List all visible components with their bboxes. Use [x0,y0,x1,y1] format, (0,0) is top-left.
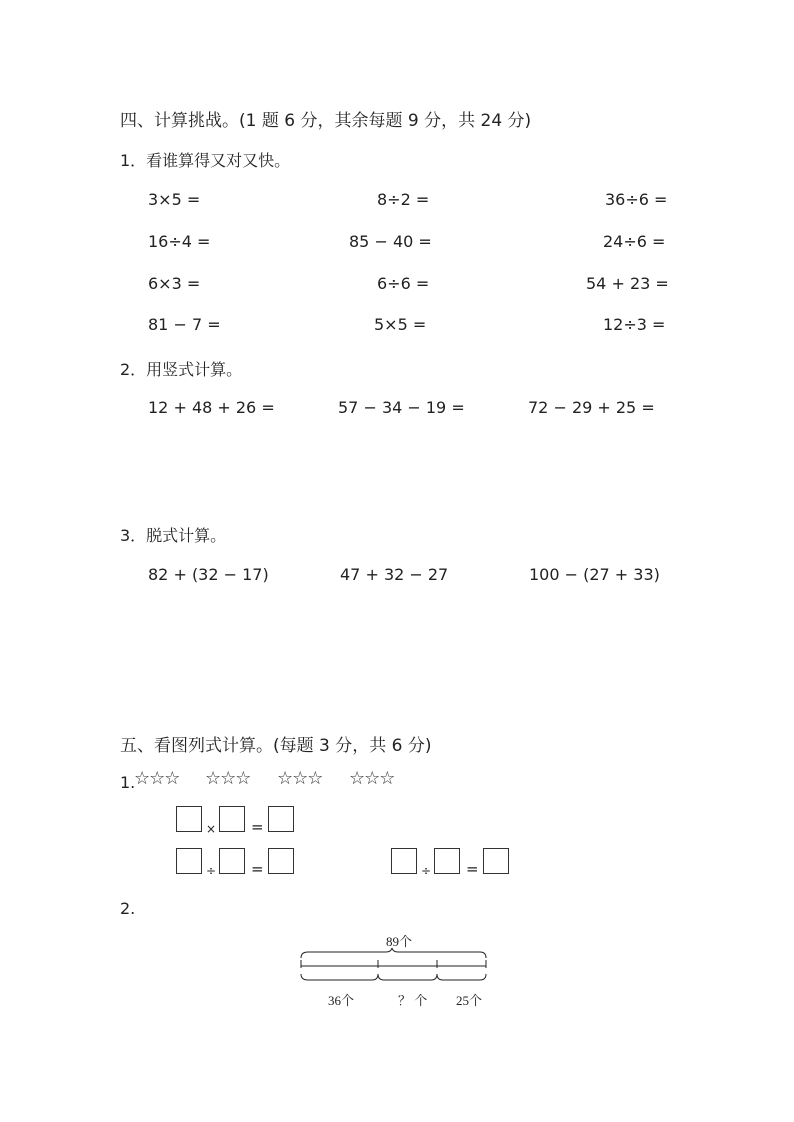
divide-sign: ÷ [421,864,432,878]
part2-label: ？ 个 [398,993,428,1008]
q1-r3c1: 6×3 = [148,274,201,293]
q2-item2: 57 − 34 − 19 = [338,398,465,417]
answer-box[interactable] [268,806,294,832]
star-group-4: ☆☆☆ [349,768,395,789]
section4-title: 四、计算挑战。(1 题 6 分，其余每题 9 分，共 24 分) [120,111,532,131]
answer-box[interactable] [268,848,294,874]
answer-box[interactable] [176,848,202,874]
answer-box[interactable] [219,848,245,874]
q1-r3c3: 54 + 23 = [586,274,669,293]
q2-item1: 12 + 48 + 26 = [148,398,275,417]
part3-label: 25个 [456,993,483,1008]
q1-r3c2: 6÷6 = [377,274,430,293]
q1-r4c1: 81 − 7 = [148,315,221,334]
q1-r1c2: 8÷2 = [377,190,430,209]
equals-sign: = [251,860,264,878]
divide-sign: ÷ [206,864,217,878]
answer-box[interactable] [176,806,202,832]
q1-label: 1．看谁算得又对又快。 [120,151,291,170]
answer-box[interactable] [483,848,509,874]
q1-r4c2: 5×5 = [374,315,427,334]
star-group-1: ☆☆☆ [134,768,180,789]
multiply-sign: × [206,822,217,836]
q2-label: 2．用竖式计算。 [120,360,243,379]
star-group-2: ☆☆☆ [205,768,251,789]
equals-sign: = [251,818,264,836]
answer-box[interactable] [434,848,460,874]
q3-item2: 47 + 32 − 27 [340,565,449,584]
s5-q2-label: 2. [120,899,136,918]
s5-q1-label: 1. [120,773,136,792]
q1-r1c3: 36÷6 = [605,190,668,209]
star-group-3: ☆☆☆ [277,768,323,789]
q3-item3: 100 − (27 + 33) [529,565,660,584]
q1-r4c3: 12÷3 = [603,315,666,334]
q3-label: 3．脱式计算。 [120,526,227,545]
q1-r2c2: 85 − 40 = [349,232,432,251]
q3-item1: 82 + (32 − 17) [148,565,269,584]
q1-r2c1: 16÷4 = [148,232,211,251]
equals-sign: = [466,860,479,878]
segment-diagram [296,946,496,986]
q2-item3: 72 − 29 + 25 = [528,398,655,417]
q1-r2c3: 24÷6 = [603,232,666,251]
answer-box[interactable] [391,848,417,874]
q1-r1c1: 3×5 = [148,190,201,209]
answer-box[interactable] [219,806,245,832]
section5-title: 五、看图列式计算。(每题 3 分，共 6 分) [120,736,432,756]
part1-label: 36个 [328,993,355,1008]
total-label: 89个 [386,934,413,949]
